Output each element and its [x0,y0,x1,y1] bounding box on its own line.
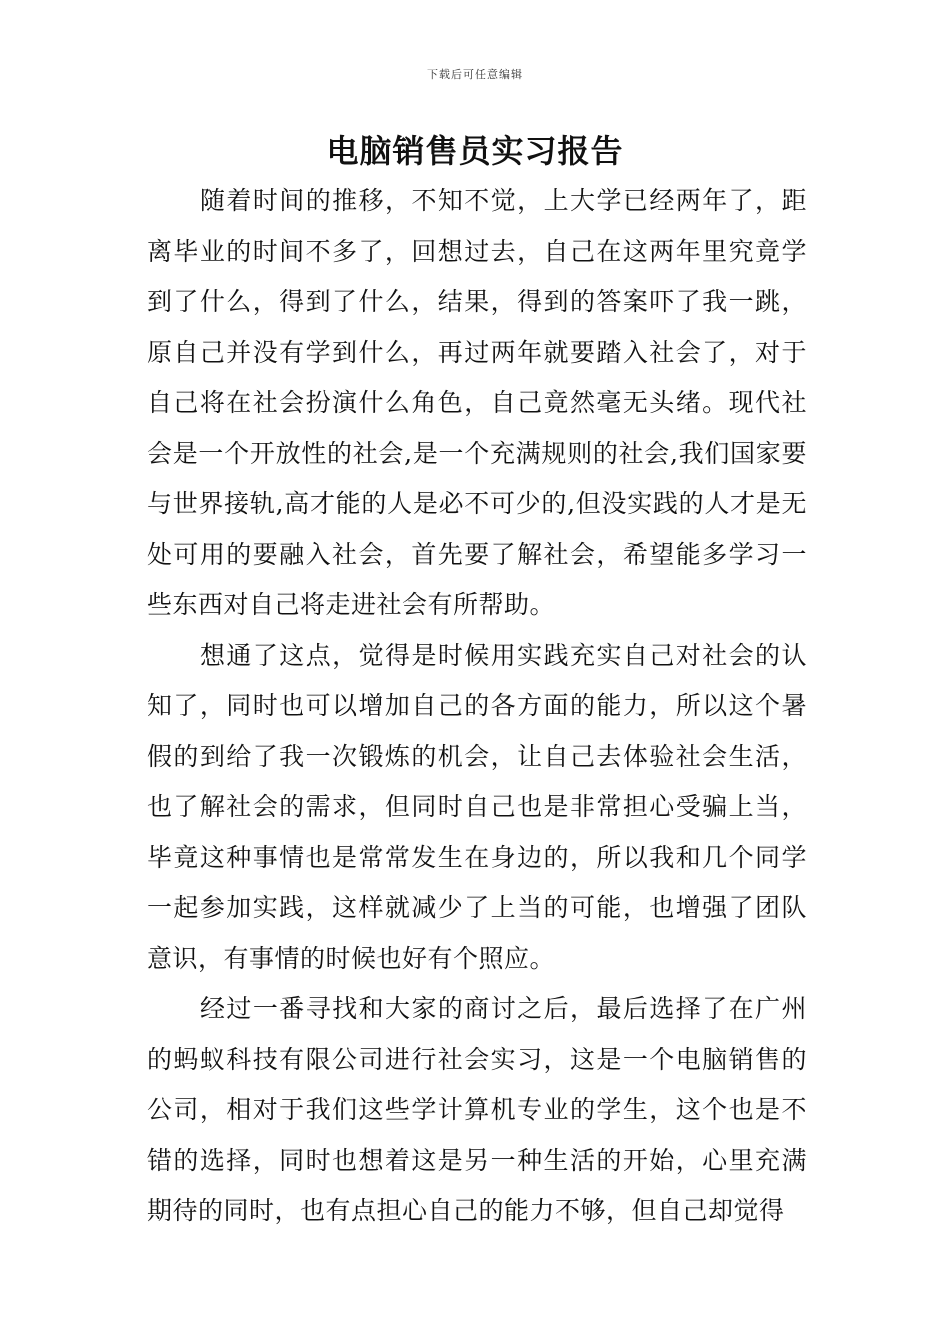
paragraph-1: 随着时间的推移，不知不觉，上大学已经两年了，距离毕业的时间不多了，回想过去，自己在这两年里究竟学到了什么，得到了什么，结果，得到的答案吓了我一跳，原自己并没有学到什么，再过两年就要踏入社会了，对于自己将在社会扮演什么角色，自己竟然毫无头绪。现代社会是一个开放性的社会,是一个充满规则的社会,我们国家要与世界接轨,高才能的人是必不可少的,但没实践的人才是无处可用的要融入社会，首先要了解社会，希望能多学习一些东西对自己将走进社会有所帮助。 [147,186,807,619]
paragraph-2: 想通了这点，觉得是时候用实践充实自己对社会的认知了，同时也可以增加自己的各方面的能力，所以这个暑假的到给了我一次锻炼的机会，让自己去体验社会生活，也了解社会的需求，但同时自己也是非常担心受骗上当，毕竟这种事情也是常常发生在身边的，所以我和几个同学一起参加实践，这样就减少了上当的可能，也增强了团队意识，有事情的时候也好有个照应。 [147,640,807,973]
paragraph-3: 经过一番寻找和大家的商讨之后，最后选择了在广州的蚂蚁科技有限公司进行社会实习，这是一个电脑销售的公司，相对于我们这些学计算机专业的学生，这个也是不错的选择，同时也想着这是另一种生活的开始，心里充满期待的同时，也有点担心自己的能力不够，但自己却觉得 [147,994,807,1225]
document-body [147,176,807,1237]
header-note: 下载后可任意编辑 [427,68,523,81]
document-title: 电脑销售员实习报告 [326,132,624,170]
